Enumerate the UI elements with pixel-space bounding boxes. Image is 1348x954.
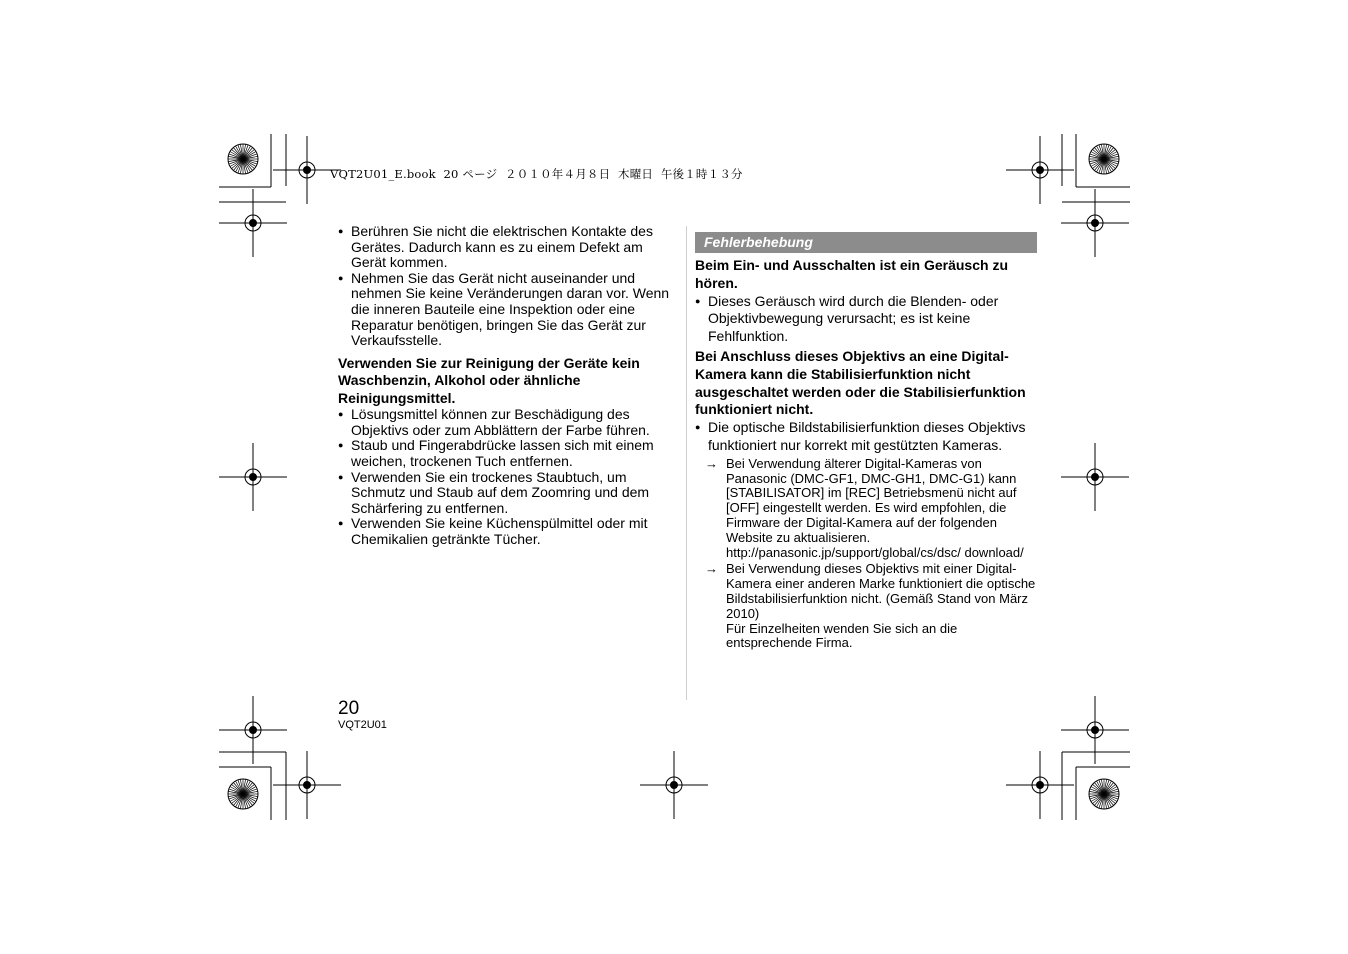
list-item: ● Berühren Sie nicht die elektrischen Kontakte des Gerätes. Dadurch kann es zu einem Defekt am Gerät kommen.	[338, 224, 678, 271]
right-column	[695, 232, 1037, 651]
document-code: VQT2U01	[338, 719, 387, 731]
question-1: Beim Ein- und Ausschalten ist ein Geräusch zu hören.	[695, 257, 1008, 291]
answer-1: ● Dieses Geräusch wird durch die Blenden- oder Objektivbewegung verursacht; es ist keine Fehlfunktion.	[695, 293, 1037, 346]
cleaning-heading: Verwenden Sie zur Reinigung der Geräte kein Waschbenzin, Alkohol oder ähnliche Reinigungsmittel.	[338, 354, 640, 406]
note-2	[695, 562, 1037, 651]
list-item: ● Lösungsmittel können zur Beschädigung des Objektivs oder zum Abblättern der Farbe führen.	[338, 407, 678, 438]
list-item: ● Verwenden Sie ein trockenes Staubtuch, um Schmutz und Staub auf dem Zoomring und dem Schärfering zu entfernen.	[338, 470, 678, 517]
note-1-text: Bei Verwendung älterer Digital-Kameras von Panasonic (DMC-GF1, DMC-GH1, DMC-G1) kann [STABILISATOR] im [REC] Betriebsmenü nicht auf [OFF] eingestellt werden. Es wird empfohlen, die Firmware der Digital-Kamera auf der folgenden Website zu aktualisieren.	[726, 455, 1017, 545]
note-1	[695, 457, 1037, 561]
page-number: 20	[338, 698, 360, 719]
list-item: ● Nehmen Sie das Gerät nicht auseinander und nehmen Sie keine Veränderungen daran vor. Wenn die inneren Bauteile eine Inspektion oder eine Reparatur benötigen, bringen Sie das Gerät zur Verkaufsstelle.	[338, 271, 678, 349]
column-divider	[686, 226, 687, 700]
answer-2: ● Die optische Bildstabilisierfunktion dieses Objektivs funktioniert nur korrekt mit gestützten Kameras.	[695, 419, 1037, 455]
arrow-icon: →	[705, 561, 718, 577]
arrow-icon: →	[705, 455, 718, 471]
question-2: Bei Anschluss dieses Objektivs an eine Digital-Kamera kann die Stabilisierfunktion nicht ausgeschaltet werden oder die Stabilisierfunktion funktioniert nicht.	[695, 347, 1026, 418]
list-item: ● Verwenden Sie keine Küchenspülmittel oder mit Chemikalien getränkte Tücher.	[338, 516, 678, 547]
left-column	[338, 224, 678, 548]
section-title: Fehlerbehebung	[695, 232, 1037, 253]
list-item: ● Staub und Fingerabdrücke lassen sich mit einem weichen, trockenen Tuch entfernen.	[338, 438, 678, 469]
print-header: VQT2U01_E.book 20 ページ ２０１０年４月８日 木曜日 午後１時１３分	[330, 167, 743, 181]
note-2-text: Bei Verwendung dieses Objektivs mit einer Digital-Kamera einer anderen Marke funktioniert die optische Bildstabilisierfunktion nicht. (Gemäß Stand von März 2010)	[726, 561, 1036, 621]
note-2-extra: Für Einzelheiten wenden Sie sich an die entsprechende Firma.	[726, 620, 958, 651]
firmware-url: http://panasonic.jp/support/global/cs/dsc/ download/	[726, 544, 1024, 560]
